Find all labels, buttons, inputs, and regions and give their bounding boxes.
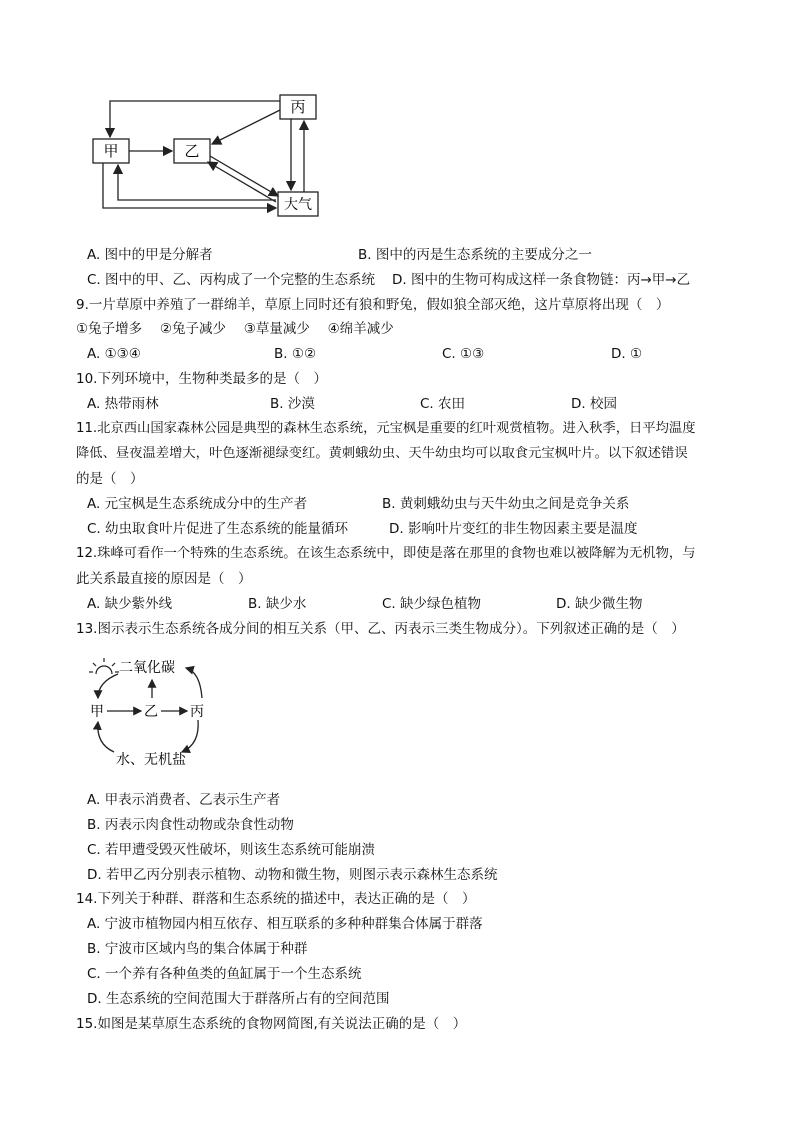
q14-option-d: D. 生态系统的空间范围大于群落所占有的空间范围 <box>87 991 390 1007</box>
q12-stem-line2: 此关系最直接的原因是（ ） <box>76 571 252 587</box>
q9-option-b: B. ①② <box>274 346 317 362</box>
ecosystem-relation-diagram <box>86 652 236 772</box>
q13-option-c: C. 若甲遭受毁灭性破坏，则该生态系统可能崩溃 <box>87 842 376 858</box>
q12-option-a: A. 缺少紫外线 <box>87 596 173 612</box>
q11-stem-line3: 的是（ ） <box>76 471 144 487</box>
q9-option-d: D. ① <box>611 346 643 362</box>
node-bing: 丙 <box>190 704 204 720</box>
q8-option-b: B. 图中的丙是生态系统的主要成分之一 <box>358 247 592 263</box>
q14-stem: 14.下列关于种群、群落和生态系统的描述中，表达正确的是（ ） <box>76 891 476 907</box>
q8-option-c: C. 图中的甲、乙、丙构成了一个完整的生态系统 <box>87 272 376 288</box>
node-jia: 甲 <box>90 704 104 720</box>
q14-option-c: C. 一个养有各种鱼类的鱼缸属于一个生态系统 <box>87 966 362 982</box>
q13-stem: 13.图示表示生态系统各成分间的相互关系（甲、乙、丙表示三类生物成分）。下列叙述正确的是（ ） <box>76 621 685 637</box>
q12-stem-line1: 12.珠峰可看作一个特殊的生态系统。在该生态系统中，即使是落在那里的食物也难以被降解为无机物，与 <box>76 546 696 561</box>
q8-option-a: A. 图中的甲是分解者 <box>87 247 213 263</box>
q12-option-d: D. 缺少微生物 <box>556 596 643 612</box>
q10-option-d: D. 校园 <box>571 396 617 412</box>
box-yi-label: 乙 <box>184 142 200 160</box>
q8-option-d: D. 图中的生物可构成这样一条食物链：丙→甲→乙 <box>392 272 691 288</box>
q13-option-a: A. 甲表示消费者、乙表示生产者 <box>87 792 281 808</box>
q9-stem: 9.一片草原中养殖了一群绵羊，草原上同时还有狼和野兔，假如狼全部灭绝，这片草原将出现（ ） <box>76 297 670 313</box>
q11-option-b: B. 黄刺蛾幼虫与天牛幼虫之间是竞争关系 <box>382 496 630 512</box>
box-daqi-label: 大气 <box>284 197 312 213</box>
q11-stem-line2: 降低、昼夜温差增大，叶色逐渐褪绿变红。黄刺蛾幼虫、天牛幼虫均可以取食元宝枫叶片。以下叙述错误 <box>76 446 688 461</box>
q11-option-d: D. 影响叶片变红的非生物因素主要是温度 <box>389 521 638 537</box>
q9-items: ①兔子增多 ②兔子减少 ③草量减少 ④绵羊减少 <box>76 321 394 337</box>
box-bing-label: 丙 <box>290 98 306 116</box>
q14-option-a: A. 宁波市植物园内相互依存、相互联系的多种种群集合体属于群落 <box>87 916 483 932</box>
co2-label: 二氧化碳 <box>119 660 175 676</box>
q10-option-a: A. 热带雨林 <box>87 396 159 412</box>
water-minerals-label: 水、无机盐 <box>116 752 186 768</box>
q11-stem-line1: 11.北京西山国家森林公园是典型的森林生态系统，元宝枫是重要的红叶观赏植物。进入秋季，日平均温度 <box>76 421 696 436</box>
q10-option-b: B. 沙漠 <box>270 396 315 412</box>
q10-stem: 10.下列环境中，生物种类最多的是（ ） <box>76 371 327 387</box>
sun-icon <box>89 658 119 674</box>
q11-option-a: A. 元宝枫是生态系统成分中的生产者 <box>87 496 308 512</box>
ecosystem-cycle-diagram <box>88 92 328 222</box>
q12-option-c: C. 缺少绿色植物 <box>382 596 482 612</box>
q11-option-c: C. 幼虫取食叶片促进了生态系统的能量循环 <box>87 521 349 537</box>
q13-option-d: D. 若甲乙丙分别表示植物、动物和微生物，则图示表示森林生态系统 <box>87 867 498 883</box>
q10-option-c: C. 农田 <box>420 396 466 412</box>
q9-option-a: A. ①③④ <box>87 346 141 362</box>
q15-stem: 15.如图是某草原生态系统的食物网简图,有关说法正确的是（ ） <box>76 1016 467 1032</box>
q13-option-b: B. 丙表示肉食性动物或杂食性动物 <box>87 817 294 833</box>
q12-option-b: B. 缺少水 <box>248 596 307 612</box>
node-yi: 乙 <box>144 704 158 720</box>
q9-option-c: C. ①③ <box>442 346 485 362</box>
q14-option-b: B. 宁波市区域内鸟的集合体属于种群 <box>87 941 308 957</box>
box-jia-label: 甲 <box>103 142 119 160</box>
